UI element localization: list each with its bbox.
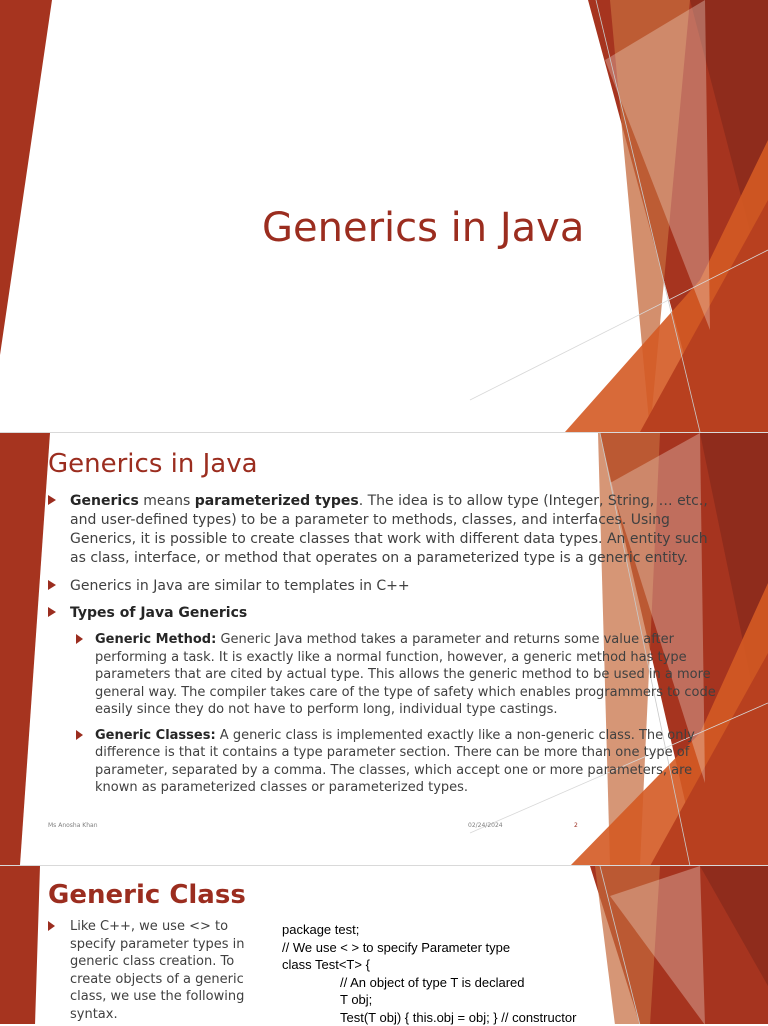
slide2-title: Generics in Java <box>48 449 258 479</box>
bullet-text: . The idea is to allow type (Integer, String, … etc., and user-defined types) to be a parameter to methods, classes, and interfaces. Using Generics, it is possible to create classes that work with different data types. An entity such as class, interface, or method that operates on a parameterized type is a generic entity. <box>70 493 708 566</box>
code-block <box>282 921 576 1026</box>
code-line: package test; <box>282 921 576 939</box>
subbullet-generic-classes <box>48 727 718 797</box>
subbullet-generic-method <box>48 631 718 719</box>
bullet-text: means <box>139 493 195 509</box>
footer-author: Ms Anosha Khan <box>48 822 98 829</box>
code-line: T obj; <box>282 991 576 1009</box>
slide-title <box>0 0 768 432</box>
bullet-text: Generics in Java are similar to templates in C++ <box>48 577 718 596</box>
bullet-arrow-icon <box>48 580 56 590</box>
bullet-generics-definition <box>48 492 718 568</box>
subbullet-arrow-icon <box>76 634 83 644</box>
subbullet-text: A generic class is implemented exactly like a non-generic class. The only difference is that it contains a type parameter section. There can be more than one type of parameter, separated by a comma. The classes, which accept one or more parameters, are known as parameterized classes or parameterized types. <box>95 728 695 796</box>
bullet-heading: Types of Java Generics <box>70 605 247 621</box>
bullet-arrow-icon <box>48 495 56 505</box>
footer-page-number: 2 <box>574 822 578 829</box>
bullet-types <box>48 604 718 623</box>
bullet-generic-class-syntax <box>48 918 248 1023</box>
term-generics: Generics <box>70 493 139 509</box>
subbullet-text: Generic Java method takes a parameter and returns some value after performing a task. It is exactly like a normal function, however, a generic method has type parameters that are cited by actual type. This allows the generic method to be used in a more general way. The compiler takes care of the type of safety which enables programmers to code easily since they do not have to perform long, individual type castings. <box>95 632 716 717</box>
bullet-templates <box>48 577 718 596</box>
slide-title-heading: Generics in Java <box>262 205 584 251</box>
code-line: // We use < > to specify Parameter type <box>282 939 576 957</box>
subbullet-arrow-icon <box>76 730 83 740</box>
slide3-title: Generic Class <box>48 880 246 910</box>
code-line: class Test<T> { <box>282 956 576 974</box>
term-generic-method: Generic Method: <box>95 632 216 647</box>
bullet-arrow-icon <box>48 921 55 931</box>
code-line: // An object of type T is declared <box>282 974 576 992</box>
code-line: Test(T obj) { this.obj = obj; } // constructor <box>282 1009 576 1026</box>
term-parameterized-types: parameterized types <box>195 493 359 509</box>
term-generic-classes: Generic Classes: <box>95 728 216 743</box>
bullet-text: Like C++, we use <> to specify parameter types in generic class creation. To create objects of a generic class, we use the following syntax. <box>48 918 248 1023</box>
bullet-arrow-icon <box>48 607 56 617</box>
slide2-body <box>48 492 718 797</box>
footer-date: 02/24/2024 <box>468 822 503 829</box>
slide3-body <box>48 918 248 1023</box>
